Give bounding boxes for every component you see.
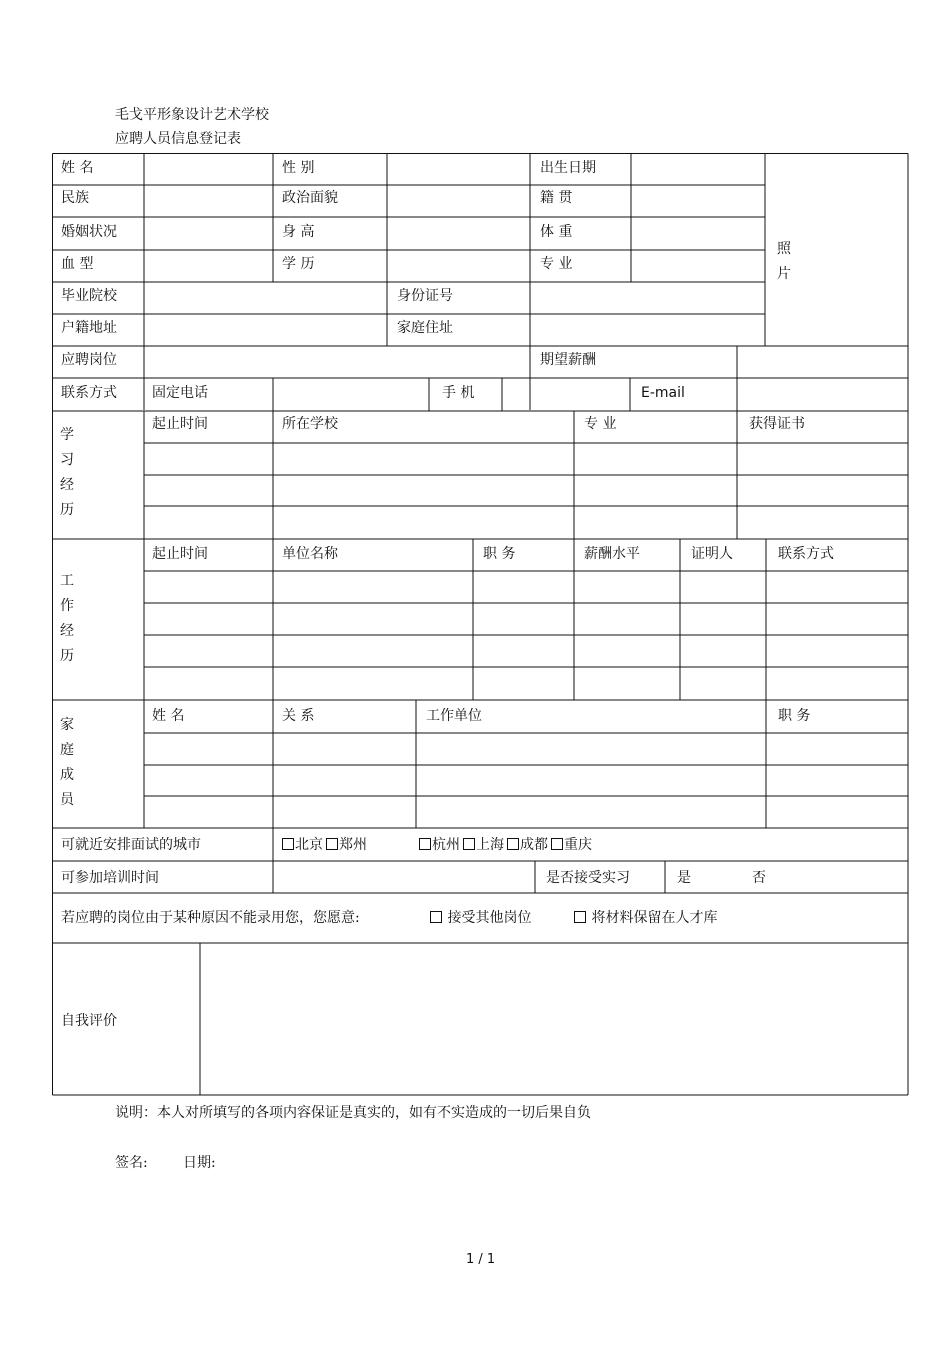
school-field[interactable] <box>145 283 385 313</box>
hukou-field[interactable] <box>145 315 385 345</box>
birth-field[interactable] <box>632 155 764 183</box>
label-weight: 体 重 <box>540 224 573 240</box>
work-col-period: 起止时间 <box>152 546 208 562</box>
keep-in-talent-pool-option[interactable]: 将材料保留在人才库 <box>574 910 717 926</box>
accept-other-position-option[interactable]: 接受其他岗位 <box>430 910 531 926</box>
family-rows[interactable] <box>145 734 907 827</box>
politics-field[interactable] <box>388 186 529 216</box>
label-contact: 联系方式 <box>61 385 117 401</box>
label-internship: 是否接受实习 <box>546 870 630 886</box>
work-col-contact: 联系方式 <box>778 546 834 562</box>
position-field[interactable] <box>145 347 529 377</box>
label-home: 家庭住址 <box>397 320 453 336</box>
name-field[interactable] <box>145 155 271 183</box>
form-title: 应聘人员信息登记表 <box>115 131 241 147</box>
work-col-salary: 薪酬水平 <box>584 546 640 562</box>
label-id-number: 身份证号 <box>397 288 453 304</box>
school-name: 毛戈平形象设计艺术学校 <box>115 107 269 123</box>
label-blood: 血 型 <box>61 256 94 272</box>
work-col-company: 单位名称 <box>282 546 338 562</box>
checkbox-icon <box>551 838 563 850</box>
id-number-field[interactable] <box>531 283 764 313</box>
study-rows[interactable] <box>145 444 907 538</box>
mobile-field[interactable] <box>503 379 629 410</box>
work-col-title: 职 务 <box>483 546 516 562</box>
study-col-school: 所在学校 <box>282 416 338 432</box>
label-date: 日期: <box>183 1155 216 1171</box>
checkbox-icon <box>574 911 586 923</box>
family-col-employer: 工作单位 <box>426 708 482 724</box>
city-option-zhengzhou[interactable]: 郑州 <box>326 837 367 853</box>
family-col-relation: 关 系 <box>282 708 315 724</box>
work-col-reference: 证明人 <box>691 546 733 562</box>
study-col-major: 专 业 <box>584 416 617 432</box>
checkbox-icon <box>282 838 294 850</box>
label-position: 应聘岗位 <box>61 352 117 368</box>
family-col-title: 职 务 <box>778 708 811 724</box>
native-field[interactable] <box>632 186 764 216</box>
label-self-evaluation: 自我评价 <box>61 1013 117 1029</box>
education-field[interactable] <box>388 251 529 281</box>
internship-no-option[interactable]: 否 <box>752 870 766 886</box>
registration-form-table <box>52 153 909 1096</box>
city-option-chongqing[interactable]: 重庆 <box>551 837 592 853</box>
label-marital: 婚姻状况 <box>61 224 117 240</box>
phone-field[interactable] <box>274 379 429 410</box>
family-section-label: 家 庭 成 员 <box>60 717 74 808</box>
city-option-beijing[interactable]: 北京 <box>282 837 323 853</box>
label-interview-city: 可就近安排面试的城市 <box>61 837 201 853</box>
home-field[interactable] <box>531 315 764 345</box>
major-field[interactable] <box>632 251 764 281</box>
label-major: 专 业 <box>540 256 573 272</box>
label-school: 毕业院校 <box>61 288 117 304</box>
work-rows[interactable] <box>145 572 907 698</box>
blood-field[interactable] <box>145 251 271 281</box>
page-number: 1 / 1 <box>466 1252 496 1267</box>
label-email: E-mail <box>641 385 685 401</box>
photo-label: 照 片 <box>777 241 791 282</box>
study-col-period: 起止时间 <box>152 416 208 432</box>
label-hukou: 户籍地址 <box>61 320 117 336</box>
label-native: 籍 贯 <box>540 190 573 206</box>
city-option-shanghai[interactable]: 上海 <box>463 837 504 853</box>
self-evaluation-field[interactable] <box>201 944 907 1094</box>
checkbox-icon <box>430 911 442 923</box>
city-option-hangzhou[interactable]: 杭州 <box>419 837 460 853</box>
checkbox-icon <box>463 838 475 850</box>
ethnicity-field[interactable] <box>145 186 271 216</box>
fallback-text: 若应聘的岗位由于某种原因不能录用您，您愿意: <box>61 910 360 926</box>
checkbox-icon <box>326 838 338 850</box>
label-birth: 出生日期 <box>540 160 596 176</box>
weight-field[interactable] <box>632 219 764 249</box>
city-option-chengdu[interactable]: 成都 <box>507 837 548 853</box>
label-signature: 签名: <box>115 1155 148 1171</box>
study-section-label: 学 习 经 历 <box>60 427 74 518</box>
work-section-label: 工 作 经 历 <box>60 573 74 664</box>
label-salary: 期望薪酬 <box>540 352 596 368</box>
label-training: 可参加培训时间 <box>61 870 159 886</box>
photo-area[interactable] <box>766 155 907 345</box>
label-ethnicity: 民族 <box>61 190 89 206</box>
label-name: 姓 名 <box>61 160 94 176</box>
height-field[interactable] <box>388 219 529 249</box>
salary-field[interactable] <box>738 347 907 377</box>
training-field[interactable] <box>274 862 534 892</box>
label-education: 学 历 <box>282 256 315 272</box>
label-height: 身 高 <box>282 224 315 240</box>
label-politics: 政治面貌 <box>282 190 338 206</box>
email-field[interactable] <box>738 379 907 410</box>
checkbox-icon <box>507 838 519 850</box>
marital-field[interactable] <box>145 219 271 249</box>
label-gender: 性 别 <box>282 160 315 176</box>
label-phone: 固定电话 <box>152 385 208 401</box>
declaration-note: 说明：本人对所填写的各项内容保证是真实的，如有不实造成的一切后果自负 <box>115 1105 591 1121</box>
family-col-name: 姓 名 <box>152 708 185 724</box>
internship-yes-option[interactable]: 是 <box>677 870 691 886</box>
checkbox-icon <box>419 838 431 850</box>
study-col-certificate: 获得证书 <box>749 416 805 432</box>
label-mobile: 手 机 <box>442 385 475 401</box>
gender-field[interactable] <box>388 155 529 183</box>
